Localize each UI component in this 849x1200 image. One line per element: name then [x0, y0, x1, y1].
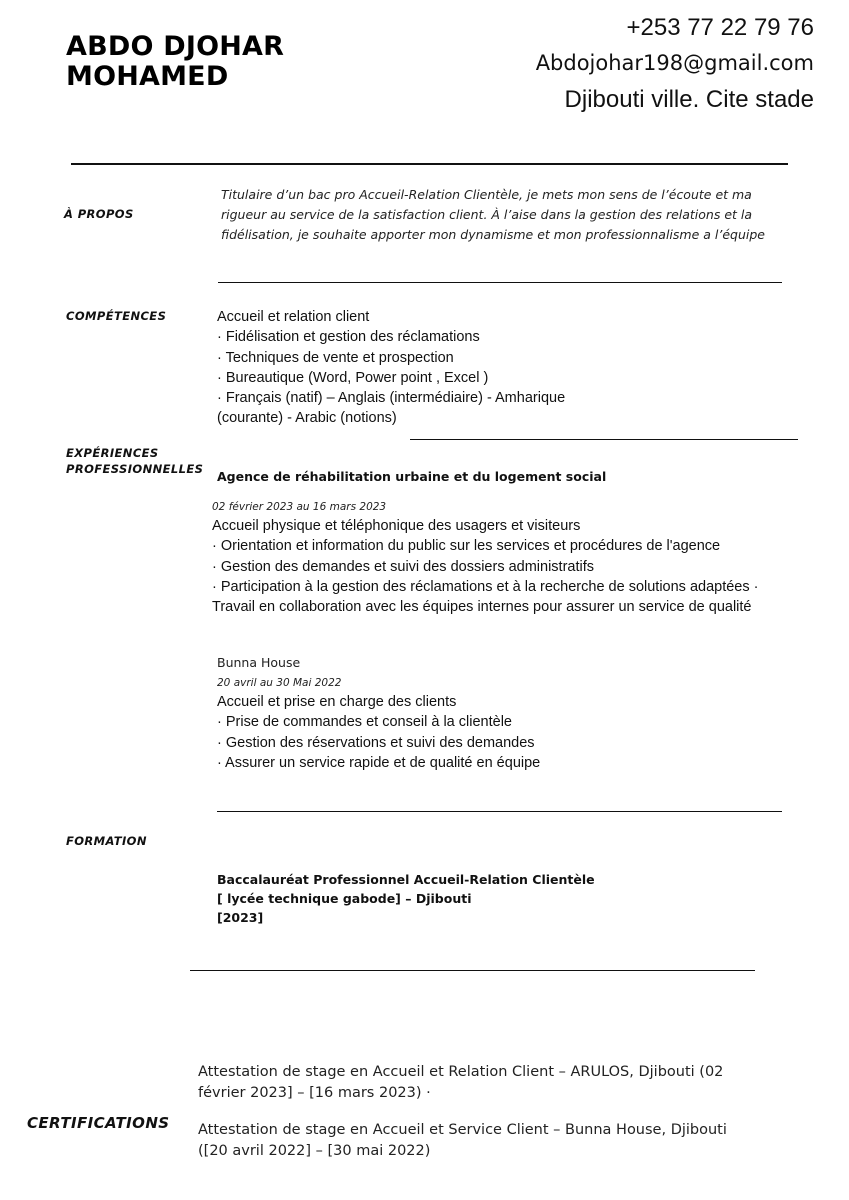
- skills-list: [217, 307, 565, 429]
- name-line-1: ABDO DJOHAR: [66, 31, 285, 62]
- duty-item: · Gestion des demandes et suivi des dossiers administratifs: [212, 558, 595, 575]
- duty-item: Travail en collaboration avec les équipes internes pour assurer un service de qualité: [212, 599, 752, 616]
- about-line: fidélisation, je souhaite apporter mon dynamisme et mon professionnalisme a l’équipe: [221, 227, 765, 242]
- formation-line: Baccalauréat Professionnel Accueil-Relation Clientèle: [217, 872, 595, 887]
- address: Djibouti ville. Cite stade: [564, 86, 814, 113]
- duty-item: Accueil physique et téléphonique des usagers et visiteurs: [212, 518, 581, 534]
- job-1-organization: Agence de réhabilitation urbaine et du logement social: [217, 469, 607, 484]
- about-text: [221, 185, 796, 245]
- formation-divider: [190, 970, 755, 971]
- formation-label: FORMATION: [66, 834, 147, 848]
- certification-line: février 2023] – [16 mars 2023) ·: [198, 1085, 431, 1101]
- skills-divider: [410, 439, 798, 440]
- job-2-organization: Bunna House: [217, 655, 301, 670]
- phone-number: +253 77 22 79 76: [626, 14, 814, 41]
- job-2-duties: [217, 692, 540, 773]
- duty-item: · Assurer un service rapide et de qualité en équipe: [217, 754, 541, 771]
- skill-item: · Bureautique (Word, Power point , Excel ): [217, 369, 489, 386]
- name-line-2: MOHAMED: [66, 61, 229, 92]
- about-line: rigueur au service de la satisfaction client. À l’aise dans la gestion des relations et la: [221, 207, 753, 222]
- about-divider: [218, 282, 782, 283]
- certification-item: [198, 1120, 758, 1162]
- duty-item: Accueil et prise en charge des clients: [217, 694, 457, 710]
- duty-item: · Gestion des réservations et suivi des demandes: [217, 734, 535, 751]
- certification-item: [198, 1062, 758, 1104]
- duty-item: · Prise de commandes et conseil à la clientèle: [217, 714, 512, 731]
- experience-divider: [217, 811, 782, 812]
- formation-details: [217, 870, 595, 927]
- candidate-name: [66, 32, 284, 92]
- about-label: À PROPOS: [64, 207, 134, 221]
- skill-item: · Techniques de vente et prospection: [217, 349, 454, 366]
- duty-item: · Orientation et information du public sur les services et procédures de l'agence: [212, 538, 721, 555]
- about-line: Titulaire d’un bac pro Accueil-Relation Clientèle, je mets mon sens de l’écoute et ma: [221, 187, 752, 202]
- certification-line: Attestation de stage en Accueil et Relation Client – ARULOS, Djibouti (02: [198, 1064, 724, 1080]
- certification-line: ([20 avril 2022] – [30 mai 2022): [198, 1143, 431, 1159]
- certifications-label: CERTIFICATIONS: [27, 1114, 170, 1132]
- skill-item: · Français (natif) – Anglais (intermédiaire) - Amharique: [217, 390, 566, 407]
- skills-label: COMPÉTENCES: [66, 309, 167, 323]
- experience-label-line-2: PROFESSIONNELLES: [66, 462, 204, 476]
- certification-line: Attestation de stage en Accueil et Service Client – Bunna House, Djibouti: [198, 1122, 727, 1138]
- formation-line: [2023]: [217, 910, 264, 925]
- job-1-dates: 02 février 2023 au 16 mars 2023: [212, 501, 387, 513]
- job-2-dates: 20 avril au 30 Mai 2022: [217, 677, 342, 689]
- experience-label: [66, 445, 203, 477]
- skill-item: · Fidélisation et gestion des réclamations: [217, 329, 480, 346]
- experience-label-line-1: EXPÉRIENCES: [66, 446, 159, 460]
- job-1-duties: [212, 516, 758, 617]
- duty-item: · Participation à la gestion des réclamations et à la recherche de solutions adaptées ·: [212, 578, 759, 595]
- skill-item: (courante) - Arabic (notions): [217, 410, 397, 427]
- formation-line: [ lycée technique gabode] – Djibouti: [217, 891, 472, 906]
- email-address: Abdojohar198@gmail.com: [535, 51, 814, 75]
- skill-item: Accueil et relation client: [217, 309, 370, 325]
- header-divider: [71, 163, 788, 165]
